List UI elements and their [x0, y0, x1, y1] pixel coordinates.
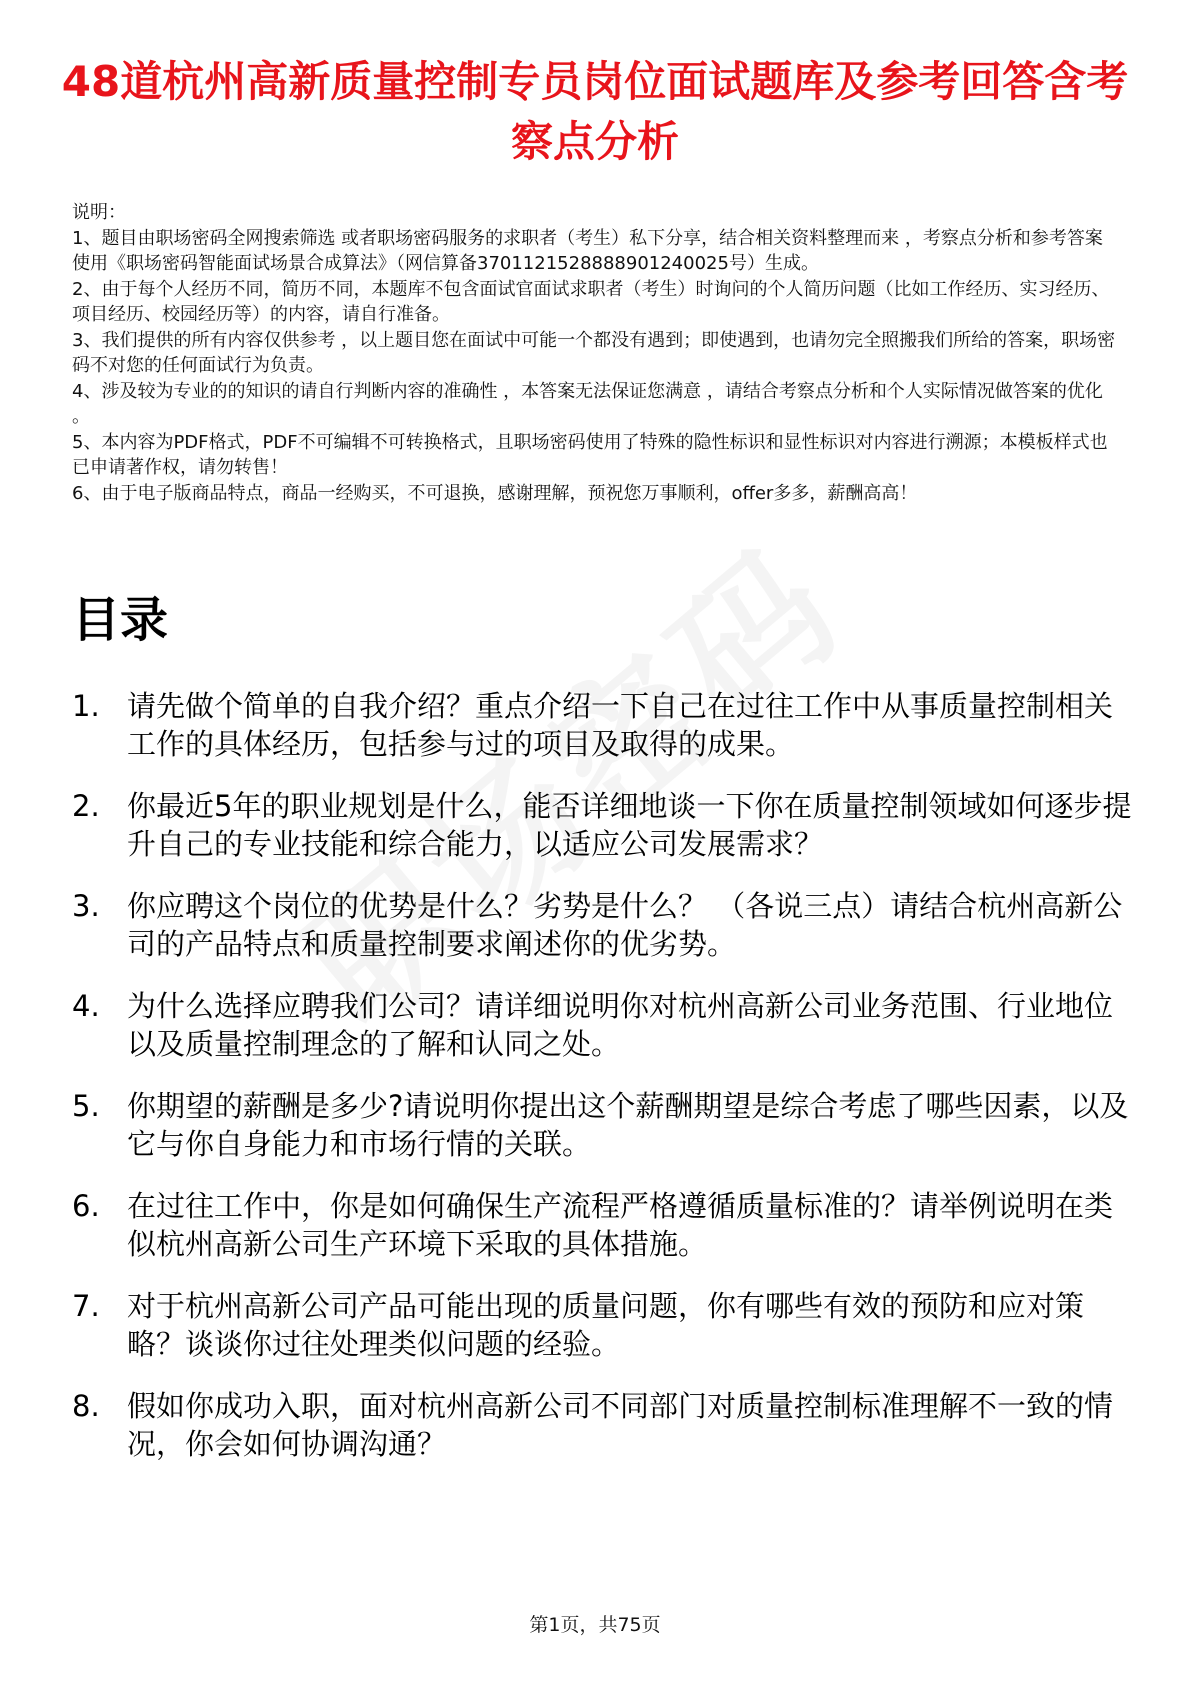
document-title: 48道杭州高新质量控制专员岗位面试题库及参考回答含考察点分析 — [61, 57, 1129, 166]
toc-item-text: 你期望的薪酬是多少?请说明你提出这个薪酬期望是综合考虑了哪些因素，以及它与你自身能力和市场行情的关联。 — [127, 1089, 1129, 1161]
toc-heading: 目录 — [72, 592, 169, 648]
page-footer: 第1页，共75页 — [529, 1614, 661, 1636]
note-item: 3、我们提供的所有内容仅供参考 ，以上题目您在面试中可能一个都没有遇到；即使遇到，也请勿完全照搬我们所给的答案，职场密码不对您的任何面试行为负责。 — [72, 329, 1116, 376]
toc-item-text: 在过往工作中，你是如何确保生产流程严格遵循质量标准的？请举例说明在类似杭州高新公司生产环境下采取的具体措施。 — [127, 1189, 1114, 1261]
notes-section — [72, 200, 1120, 506]
toc-item-number: 1. — [72, 689, 100, 723]
toc-item[interactable] — [72, 987, 1132, 1063]
toc-item-number: 8. — [72, 1389, 100, 1423]
toc-item[interactable] — [72, 787, 1132, 863]
toc-item-text: 你最近5年的职业规划是什么，能否详细地谈一下你在质量控制领域如何逐步提升自己的专业技能和综合能力，以适应公司发展需求？ — [127, 789, 1132, 861]
note-item: 2、由于每个人经历不同，简历不同，本题库不包含面试官面试求职者（考生）时询问的个人简历问题（比如工作经历、实习经历、项目经历、校园经历等）的内容，请自行准备。 — [72, 278, 1110, 325]
notes-heading: 说明： — [72, 202, 126, 223]
toc-item-number: 4. — [72, 989, 100, 1023]
toc-list — [72, 687, 1132, 1487]
toc-item-number: 7. — [72, 1289, 100, 1323]
toc-item[interactable] — [72, 1387, 1132, 1463]
toc-item-text: 请先做个简单的自我介绍？重点介绍一下自己在过往工作中从事质量控制相关工作的具体经历，包括参与过的项目及取得的成果。 — [127, 689, 1114, 761]
toc-item[interactable] — [72, 1287, 1132, 1363]
toc-item-text: 你应聘这个岗位的优势是什么？劣势是什么？ （各说三点）请结合杭州高新公司的产品特点和质量控制要求阐述你的优劣势。 — [127, 889, 1123, 961]
note-item: 6、由于电子版商品特点，商品一经购买，不可退换，感谢理解，预祝您万事顺利，offer多多，薪酬高高！ — [72, 482, 918, 504]
toc-item[interactable] — [72, 687, 1132, 763]
note-item: 1、题目由职场密码全网搜索筛选 或者职场密码服务的求职者（考生）私下分享，结合相关资料整理而来 ，考察点分析和参考答案使用《职场密码智能面试场景合成算法》（网信算备3701121528888901240025号）生成。 — [72, 227, 1103, 274]
toc-item[interactable] — [72, 887, 1132, 963]
toc-item-number: 6. — [72, 1189, 100, 1223]
toc-item-text: 为什么选择应聘我们公司？请详细说明你对杭州高新公司业务范围、行业地位以及质量控制理念的了解和认同之处。 — [127, 989, 1114, 1061]
note-item: 4、涉及较为专业的的知识的请自行判断内容的准确性 ，本答案无法保证您满意 ，请结合考察点分析和个人实际情况做答案的优化 。 — [72, 380, 1103, 427]
toc-item-text: 假如你成功入职，面对杭州高新公司不同部门对质量控制标准理解不一致的情况，你会如何协调沟通？ — [127, 1389, 1114, 1461]
toc-item[interactable] — [72, 1187, 1132, 1263]
toc-item[interactable] — [72, 1087, 1132, 1163]
toc-item-number: 3. — [72, 889, 100, 923]
note-item: 5、本内容为PDF格式，PDF不可编辑不可转换格式，且职场密码使用了特殊的隐性标识和显性标识对内容进行溯源；本模板样式也已申请著作权，请勿转售！ — [72, 431, 1108, 478]
toc-item-number: 2. — [72, 789, 100, 823]
toc-item-text: 对于杭州高新公司产品可能出现的质量问题，你有哪些有效的预防和应对策略？谈谈你过往处理类似问题的经验。 — [127, 1289, 1085, 1361]
toc-item-number: 5. — [72, 1089, 100, 1123]
